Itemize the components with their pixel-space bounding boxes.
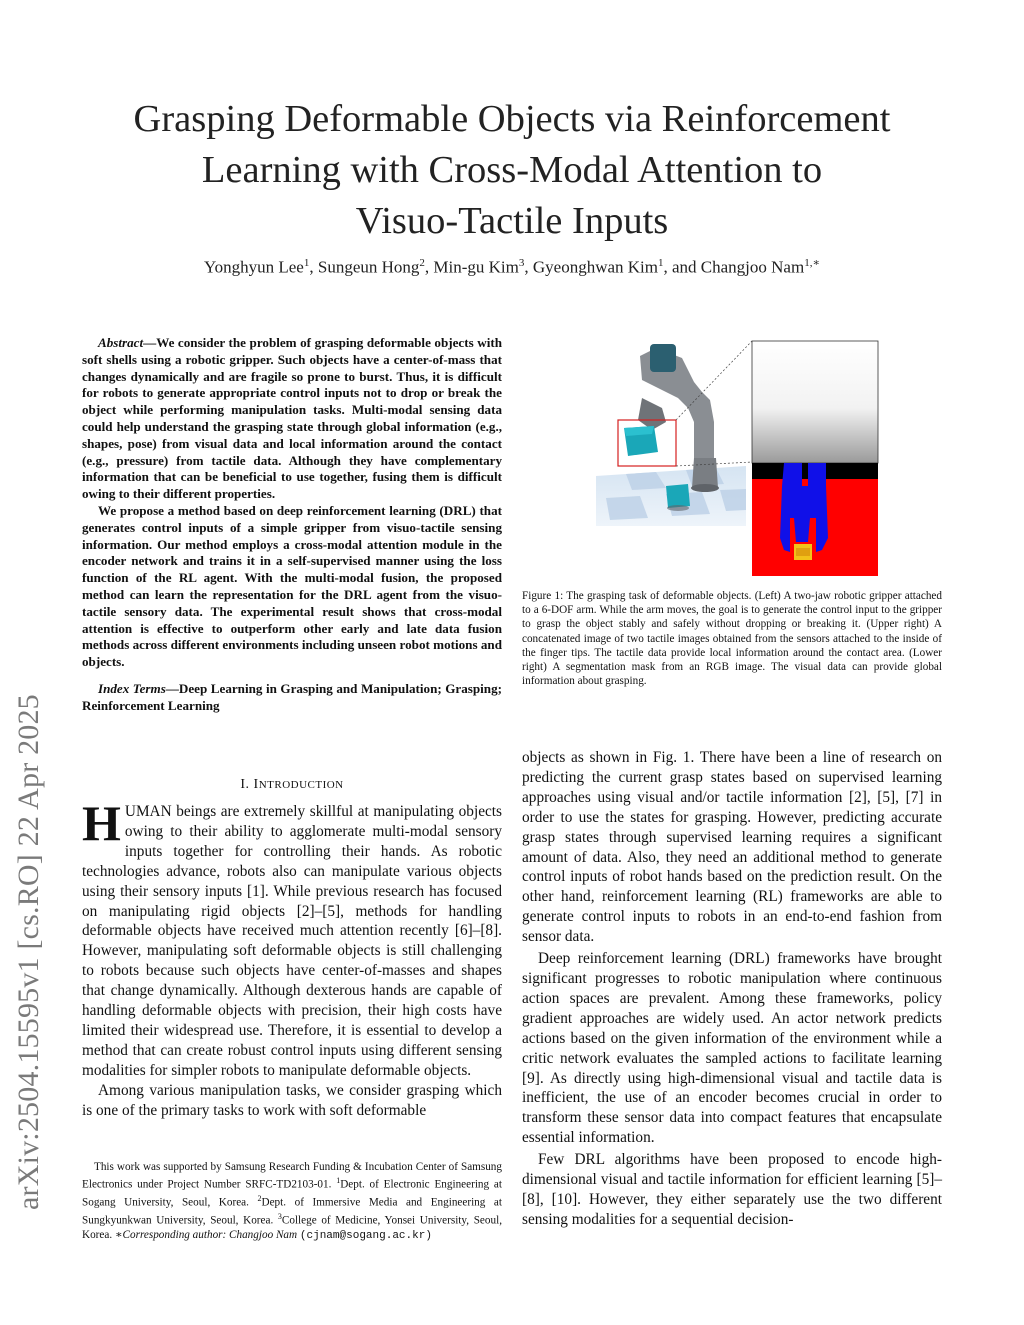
- segmentation-mask: [752, 463, 878, 576]
- author-name: Min-gu Kim: [433, 257, 519, 277]
- body-paragraph: Few DRL algorithms have been proposed to encode high-dimensional visual and tactile information for efficient learning [5]–[8], [10]. However, they either separately use the two different sensing modalities for a sequential decision-: [522, 1151, 942, 1228]
- dropcap: H: [82, 795, 121, 851]
- author-name: Sungeun Hong: [317, 257, 420, 277]
- abstract-label: Abstract: [98, 335, 144, 350]
- author-name: Yonghyun Lee: [204, 257, 304, 277]
- footnote: [82, 1160, 502, 1243]
- author-separator: ,: [524, 257, 533, 277]
- robot-base-foot: [691, 484, 719, 492]
- section-heading-introduction: I. INTRODUCTION: [240, 777, 344, 792]
- simulation-scene: [596, 344, 746, 526]
- floor-object: [666, 484, 690, 508]
- author-affiliation-mark: 1: [658, 257, 664, 269]
- tactile-panel: [752, 341, 878, 463]
- author-affiliation-mark: 1: [303, 257, 310, 269]
- author-separator: ,: [309, 257, 318, 277]
- abstract-paragraph: Abstract—We consider the problem of grasping deformable objects with soft shells using a robotic gripper. Such objects have a center-of-mass that changes dynamically and are fragile so prone to burst. Thus, it is difficult for robots to generate appropriate control inputs not to drop or break the object while performing manipulation tasks. Multi-modal sensing data could help understand the grasping state through global information (e.g., shapes, pose) from visual data and local information around the contact (e.g., pressure) from tactile data. Although they have complementary information that can be beneficial to use together, fusing them is difficult owing to their different properties.: [82, 335, 502, 502]
- paper-title: [100, 94, 924, 247]
- author-separator: ,: [424, 257, 434, 277]
- figure-1-image: [596, 338, 880, 578]
- author-name: Gyeonghwan Kim: [532, 257, 658, 277]
- robot-joint: [650, 344, 676, 372]
- author-list: [100, 256, 924, 278]
- title-line: Grasping Deformable Objects via Reinforcement: [133, 98, 891, 140]
- abstract-paragraph: We propose a method based on deep reinforcement learning (DRL) that generates control inputs of a simple gripper from visuo-tactile sensing information. Our method employs a cross-modal attention module in the encoder network and trains it in a self-supervised manner using the loss function of the RL agent. With the multi-modal fusion, the proposed method can learn the representation for the DRL agent from the visuo-tactile sensory data. The experimental result shows that cross-modal attention is effective to outperform other early and late data fusion methods across different environments including unseen robot motions and objects.: [82, 502, 502, 670]
- right-column-text: [522, 748, 942, 1230]
- intro-paragraph: HUMAN beings are extremely skillful at manipulating objects owing to their ability to agglomerate multi-modal sensory inputs together for controlling their hands. As robotic technologies advance, robots also can manipulate various objects using their sensory inputs [1]. While previous research has focused on manipulating rigid objects [2]–[5], methods for handling deformable objects have received much attention recently [6]–[8]. However, manipulating soft deformable objects is still challenging to robots because such objects have center-of-masses and shapes that change dynamically. Although dexterous hands are capable of handling deformable objects with precision, their high costs have limited their widespread use. Therefore, it is essential to develop a method that can create robust control inputs using different sensing modalities for simpler robots to manipulate deformable objects.: [82, 795, 502, 1079]
- title-line: Learning with Cross-Modal Attention to: [201, 149, 823, 191]
- author-separator: , and: [663, 257, 701, 277]
- abstract: [82, 335, 502, 715]
- footnote-text: This work was supported by Samsung Research Funding & Incubation Center of Samsung Electronics under Project Number SRFC-TD2103-01. $^1$Dept. of Electronic Engineering at Sogang University, Seoul, Korea. $^2$Dept. of Immersive Media and Engineering at Sungkyunkwan University, Seoul, Korea. $^3$College of Medicine, Yonsei University, Seoul, Korea. ∗Corresponding author: Changjoo Nam (cjnam@sogang.ac.kr): [82, 1161, 502, 1242]
- author-affiliation-mark: 1,∗: [804, 257, 820, 269]
- figure-1: [596, 338, 880, 578]
- body-paragraph: objects as shown in Fig. 1. There have been a line of research on predicting the current grasp states based on supervised learning approaches using visual and/or tactile information [2], [5], [7] in order to use the states for grasping. However, predicting accurate grasp states through supervised learning requires a significant amount of data. Also, they need an additional method to generate control inputs of robot hands based on the prediction result. On the other hand, reinforcement learning (RL) frameworks are able to generate control inputs to robots in an end-to-end fashion from sensor data.: [522, 749, 942, 946]
- mask-object-shade: [796, 548, 810, 556]
- body-paragraph: Deep reinforcement learning (DRL) frameworks have brought significant progresses to robotic manipulation where continuous action spaces are prevalent. Among these frameworks, policy gradient approaches are widely used. An actor network predicts actions based on the given information of the environment while a critic network evaluates the sampled actions to facilitate learning [9]. As directly using high-dimensional visual and tactile data is inefficient, the use of an encoder becomes crucial in order to transform these sensor data into compact features that encapsulate essential information.: [522, 950, 942, 1147]
- index-terms-label: Index Terms: [98, 680, 166, 696]
- floor-object-shadow: [667, 505, 689, 511]
- introduction-text: [82, 795, 502, 1121]
- gripper: [638, 398, 666, 430]
- author-affiliation-mark: 2: [419, 257, 425, 269]
- figure-1-caption: Figure 1: The grasping task of deformable objects. (Left) A two-jaw robotic gripper attached to a 6-DOF arm. While the arm moves, the goal is to generate the control input to the gripper to grasp the object stably and safely without dropping or breaking it. (Upper right) A concatenated image of two tactile images obtained from the sensors attached to the inside of the finger tips. The tactile data provide local information around the contact area. (Lower right) A segmentation mask from an RGB image. The visual data can provide global information about grasping.: [522, 590, 942, 688]
- author-affiliation-mark: 3: [518, 257, 525, 269]
- index-terms: Index Terms—Deep Learning in Grasping and Manipulation; Grasping; Reinforcement Learning: [82, 680, 502, 713]
- tactile-image: [752, 341, 878, 463]
- title-line: Visuo-Tactile Inputs: [355, 200, 669, 242]
- email-link[interactable]: (cjnam@sogang.ac.kr): [299, 1229, 432, 1242]
- intro-paragraph: Among various manipulation tasks, we consider grasping which is one of the primary tasks to work with soft deformable: [82, 1081, 502, 1119]
- robot-base: [692, 458, 718, 488]
- author-name: Changjoo Nam: [700, 257, 805, 277]
